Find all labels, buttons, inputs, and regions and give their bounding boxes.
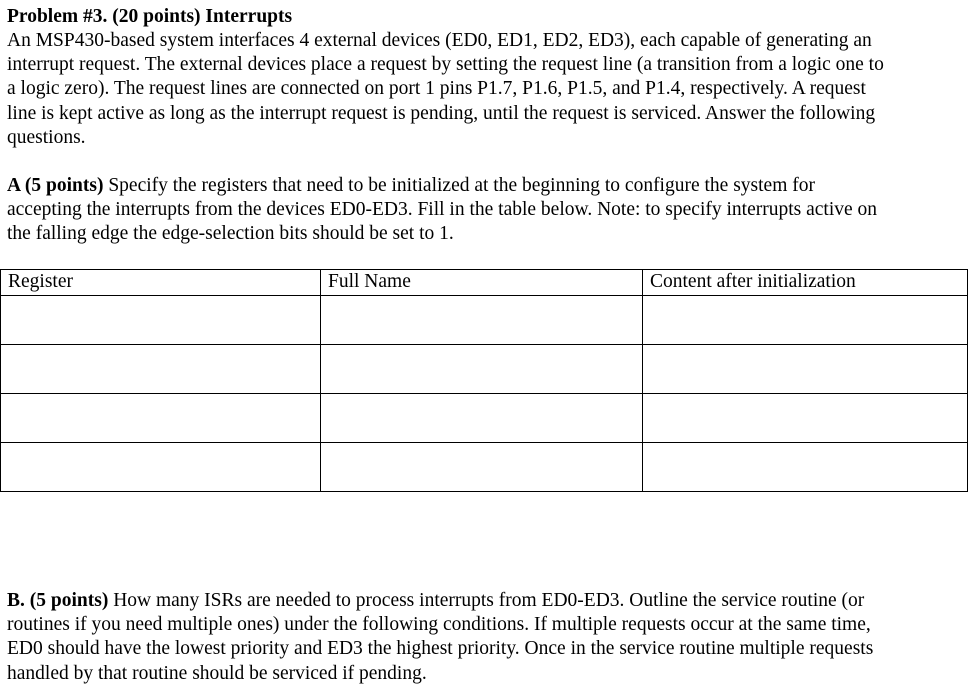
table-row [1, 394, 968, 443]
part-b-first-line [7, 589, 962, 613]
header-register: Register [1, 270, 321, 296]
content-cell[interactable] [643, 345, 968, 394]
problem-intro [7, 29, 962, 150]
part-a-question [7, 174, 962, 247]
part-a-line: Specify the registers that need to be initialized at the beginning to configure the system for [103, 175, 815, 196]
full-name-cell[interactable] [321, 394, 643, 443]
part-a-line: accepting the interrupts from the devices ED0-ED3. Fill in the table below. Note: to specify interrupts active on [7, 199, 878, 221]
full-name-cell[interactable] [321, 296, 643, 345]
register-cell[interactable] [1, 345, 321, 394]
table-header-row [1, 270, 968, 296]
part-a-label: A (5 points) [7, 175, 104, 196]
part-b-line: handled by that routine should be serviced if pending. [7, 662, 427, 684]
part-b-label: B. (5 points) [7, 590, 109, 611]
table-row [1, 345, 968, 394]
full-name-cell[interactable] [321, 345, 643, 394]
table-row [1, 443, 968, 492]
problem-title: Problem #3. (20 points) Interrupts [7, 6, 293, 27]
part-b-line: routines if you need multiple ones) under the following conditions. If multiple requests occur at the same time, [7, 614, 871, 636]
header-content-after-init: Content after initialization [643, 270, 968, 296]
part-a-line: the falling edge the edge-selection bits should be set to 1. [7, 223, 454, 245]
content-cell[interactable] [643, 394, 968, 443]
full-name-cell[interactable] [321, 443, 643, 492]
part-b-question [7, 589, 962, 686]
register-cell[interactable] [1, 443, 321, 492]
register-cell[interactable] [1, 394, 321, 443]
register-table [0, 269, 968, 492]
intro-line: interrupt request. The external devices place a request by setting the request line (a transition from a logic one to [7, 54, 884, 76]
intro-line: a logic zero). The request lines are connected on port 1 pins P1.7, P1.6, P1.5, and P1.4, respectively. A request [7, 78, 866, 100]
part-b-line: How many ISRs are needed to process interrupts from ED0-ED3. Outline the service routine (or [108, 590, 865, 611]
content-cell[interactable] [643, 296, 968, 345]
intro-line: questions. [7, 126, 86, 148]
part-b-line: ED0 should have the lowest priority and ED3 the highest priority. Once in the service routine multiple requests [7, 638, 874, 660]
register-cell[interactable] [1, 296, 321, 345]
intro-line: An MSP430-based system interfaces 4 external devices (ED0, ED1, ED2, ED3), each capable of generating an [7, 30, 872, 51]
header-full-name: Full Name [321, 270, 643, 296]
intro-line: line is kept active as long as the interrupt request is pending, until the request is serviced. Answer the following [7, 102, 876, 124]
content-cell[interactable] [643, 443, 968, 492]
table-row [1, 296, 968, 345]
part-a-first-line [7, 174, 962, 198]
